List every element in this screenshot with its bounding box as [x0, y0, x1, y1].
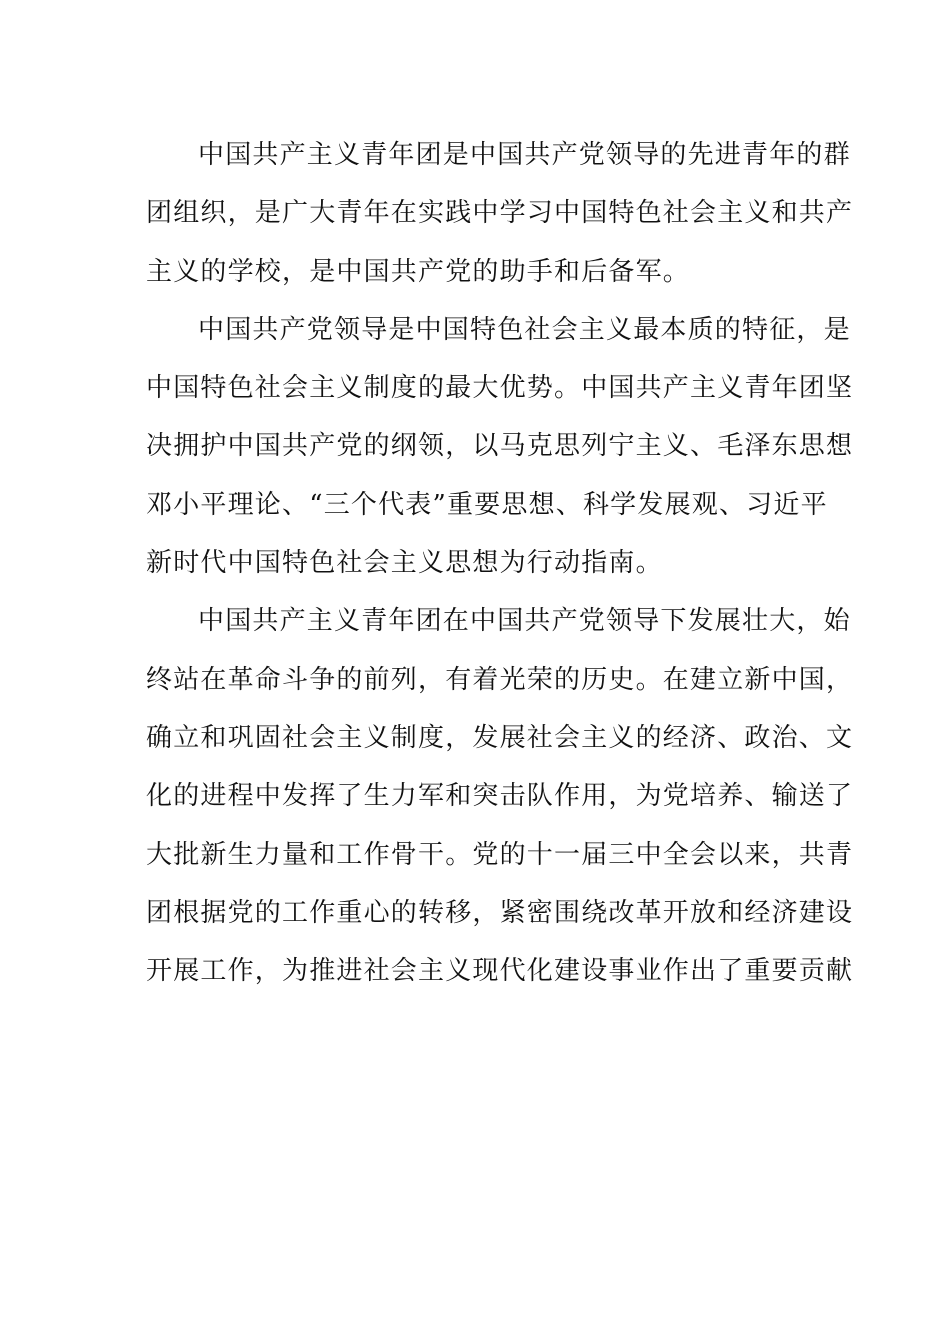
paragraph-3-line-1: 中国共产主义青年团在中国共产党领导下发展壮大，始: [198, 606, 851, 637]
paragraph-3-line-6: 团根据党的工作重心的转移，紧密围绕改革开放和经济建设: [146, 897, 854, 928]
paragraph-1-line-1: 中国共产主义青年团是中国共产党领导的先进青年的群: [198, 140, 851, 170]
paragraph-2-line-4: 邓小平理论、“三个代表”重要思想、科学发展观、习近平: [146, 489, 828, 520]
paragraph-3-line-2: 终站在革命斗争的前列，有着光荣的历史。在建立新中国，: [146, 664, 854, 695]
paragraph-3-line-7: 开展工作，为推进社会主义现代化建设事业作出了重要贡献: [146, 956, 854, 987]
paragraph-2-line-5: 新时代中国特色社会主义思想为行动指南。: [146, 548, 663, 579]
paragraph-2-line-2: 中国特色社会主义制度的最大优势。中国共产主义青年团坚: [146, 373, 854, 404]
paragraph-2-line-3: 决拥护中国共产党的纲领，以马克思列宁主义、毛泽东思想: [146, 431, 854, 462]
paragraph-3-line-4: 化的进程中发挥了生力军和突击队作用，为党培养、输送了: [146, 781, 854, 812]
paragraph-1-line-2: 团组织，是广大青年在实践中学习中国特色社会主义和共产: [146, 198, 854, 229]
paragraph-1-line-3: 主义的学校，是中国共产党的助手和后备军。: [146, 256, 691, 287]
paragraph-3-line-5: 大批新生力量和工作骨干。党的十一届三中全会以来，共青: [146, 839, 854, 870]
paragraph-3-line-3: 确立和巩固社会主义制度，发展社会主义的经济、政治、文: [146, 722, 854, 753]
paragraph-2-line-1: 中国共产党领导是中国特色社会主义最本质的特征，是: [198, 314, 851, 345]
body-text: [146, 126, 854, 1000]
